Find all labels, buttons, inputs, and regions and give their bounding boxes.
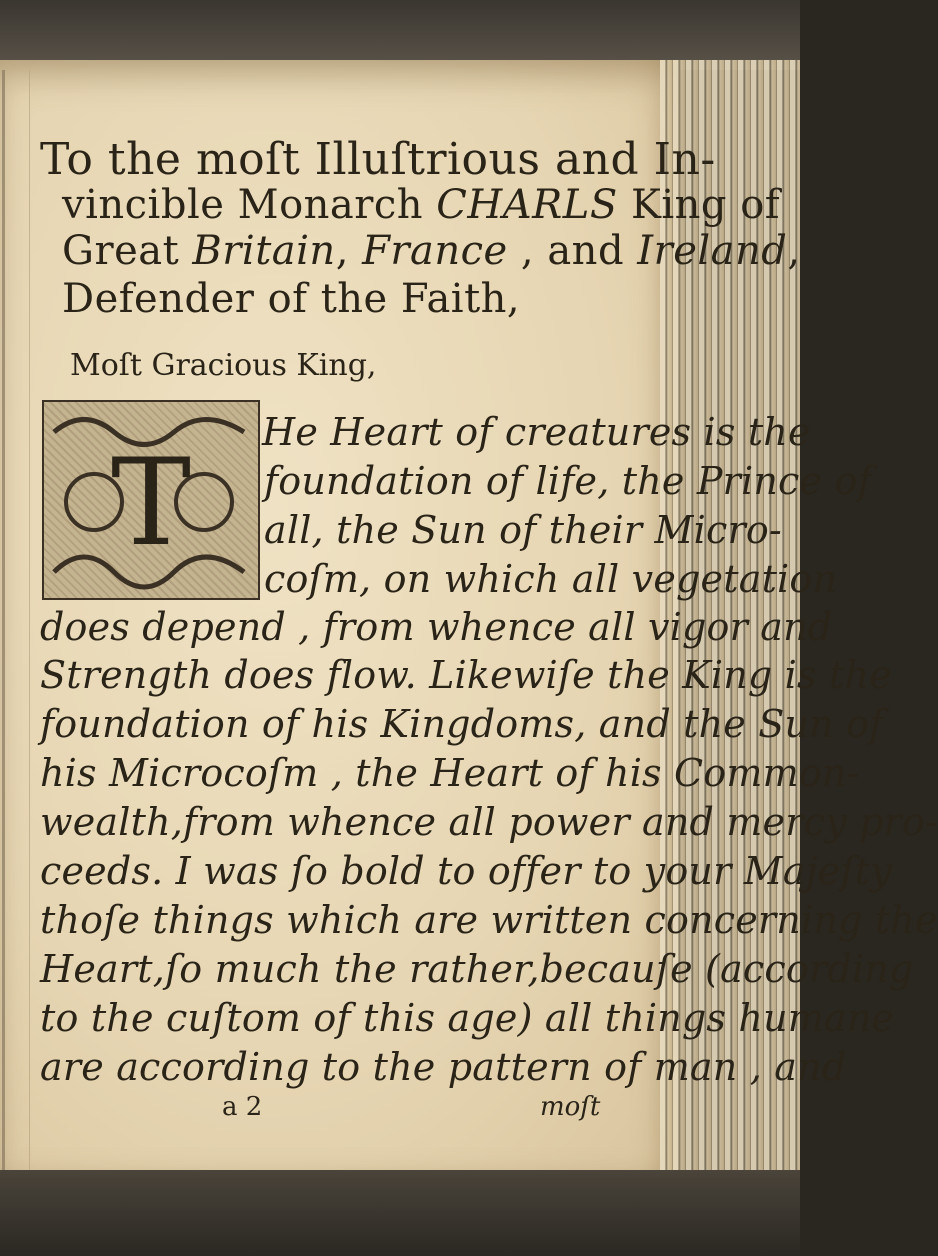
page-left-edge [2, 70, 30, 1170]
body-line-8: his Microcoſm , the Heart of his Common- [40, 751, 860, 795]
body-line-10: ceeds. I was ſo bold to offer to your Majeſty [40, 849, 892, 893]
body-line-7: foundation of his Kingdoms, and the Sun of [40, 702, 884, 746]
body-line-1: He Heart of creatures is the [262, 410, 811, 454]
initial-letter-glyph: T [110, 434, 192, 573]
body-line-13: to the cuſtom of this age) all things humane [40, 996, 895, 1040]
body-line-9: wealth,from whence all power and mercy pro- [40, 800, 938, 844]
body-line-3: all, the Sun of their Micro- [264, 508, 782, 552]
dedication-title-line-1: To the moſt Illuſtrious and In- [40, 134, 716, 185]
dedication-title-line-3: Great Britain, France , and Ireland, [62, 228, 801, 274]
body-line-12: Heart,ſo much the rather,becauſe (according [40, 947, 914, 991]
scan-bottom-border [0, 1170, 800, 1256]
body-line-5: does depend , from whence all vigor and [40, 605, 833, 649]
body-line-2: foundation of life, the Prince of [264, 459, 872, 503]
signature-mark: a 2 [222, 1092, 263, 1122]
body-line-14: are according to the pattern of man , and [40, 1045, 847, 1089]
dedication-title-line-4: Defender of the Faith, [62, 276, 521, 322]
woodcut-initial-letter [42, 400, 260, 600]
salutation: Moſt Gracious King, [70, 348, 377, 383]
body-line-4: coſm, on which all vegetation [264, 557, 838, 601]
body-line-11: thoſe things which are written concerning the [40, 898, 938, 942]
body-line-6: Strength does flow. Likewiſe the King is the [40, 653, 892, 697]
catchword: moſt [540, 1092, 601, 1122]
dedication-title-line-2: vincible Monarch CHARLS King of [62, 182, 781, 228]
